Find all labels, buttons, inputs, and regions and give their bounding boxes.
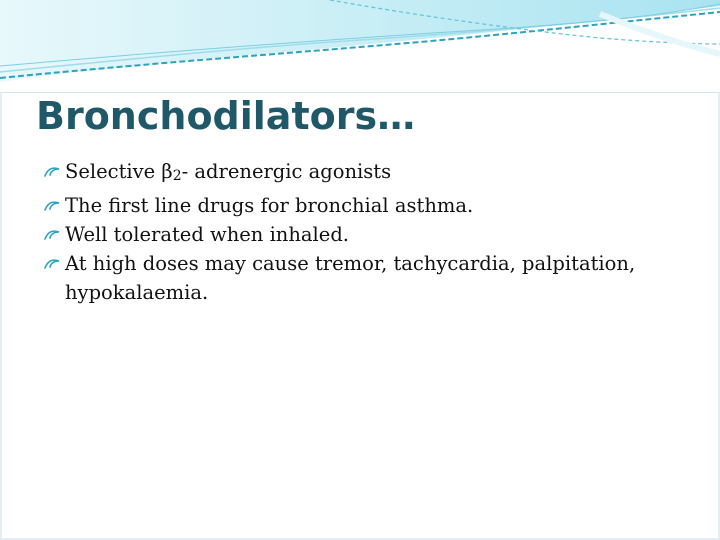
bullet-item <box>44 157 664 191</box>
curl-bullet-icon <box>44 166 60 178</box>
bullet-item <box>44 191 664 220</box>
frame-border-left <box>0 92 2 540</box>
bullet-item <box>44 220 664 249</box>
bullet-text: Well tolerated when inhaled. <box>65 223 350 246</box>
header-wave-decoration <box>0 0 720 90</box>
bullet-list <box>44 157 664 307</box>
bullet-subscript: 2 <box>172 168 182 184</box>
curl-bullet-icon <box>44 229 60 241</box>
bullet-text-part: - adrenergic agonists <box>181 160 392 183</box>
curl-bullet-icon <box>44 200 60 212</box>
bullet-text-part: Selective β <box>65 160 173 183</box>
curl-bullet-icon <box>44 258 60 270</box>
bullet-item <box>44 249 664 307</box>
bullet-text: The first line drugs for bronchial asthma. <box>65 194 474 217</box>
bullet-text: At high doses may cause tremor, tachycardia, palpitation, hypokalaemia. <box>65 252 636 304</box>
slide-title: Bronchodilators… <box>36 94 416 138</box>
